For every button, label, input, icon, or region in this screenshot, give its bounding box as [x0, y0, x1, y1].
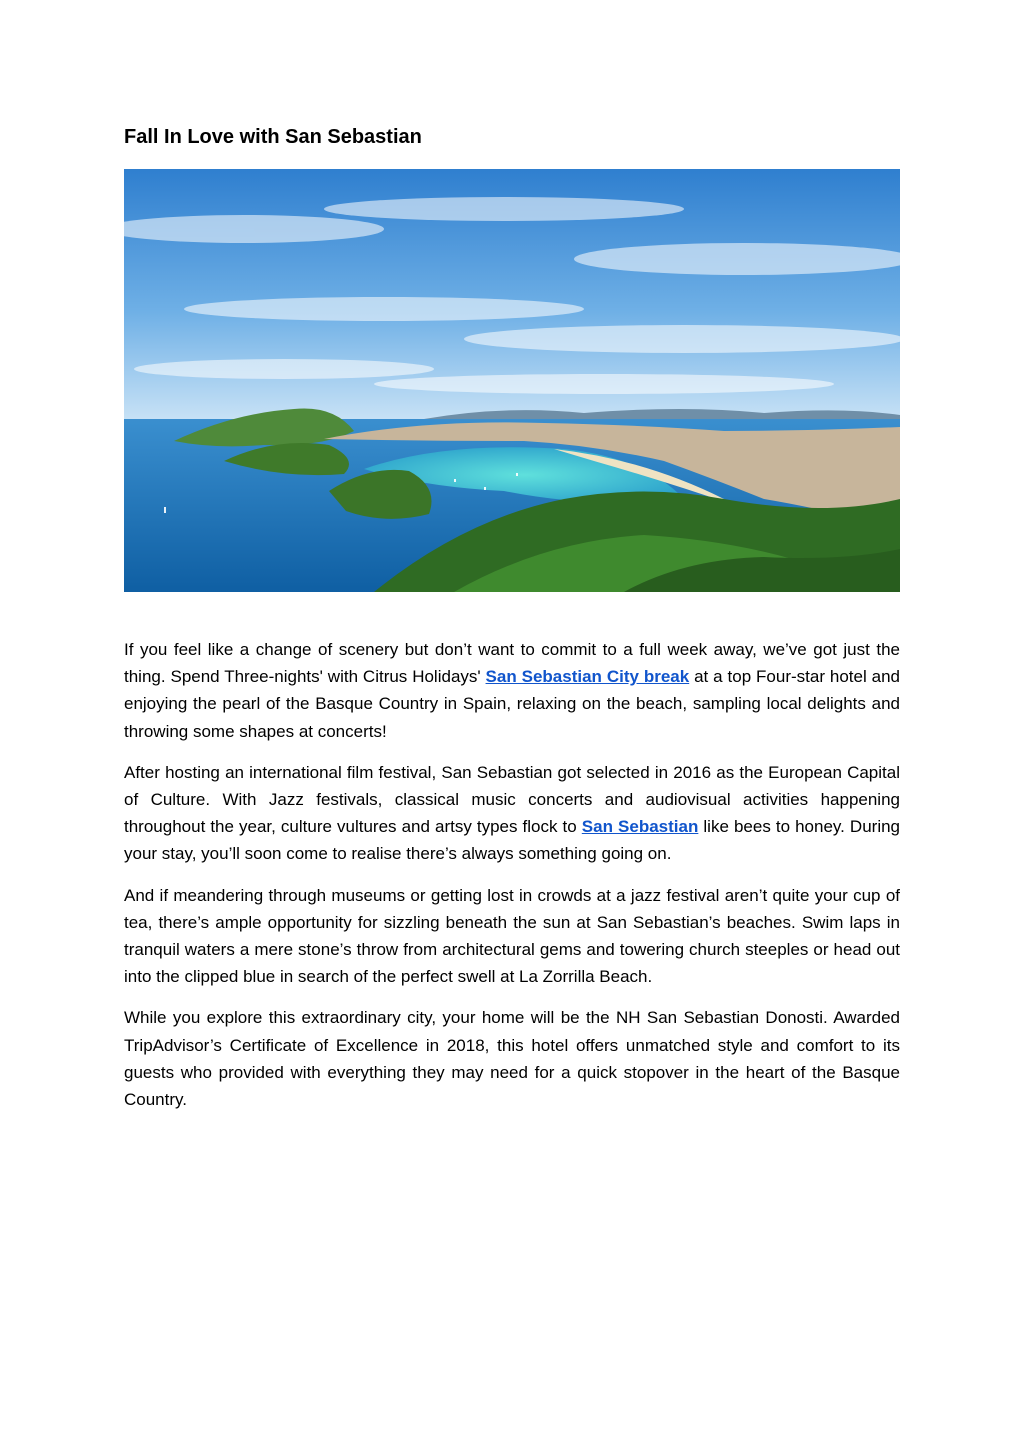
san-sebastian-bay-photo — [124, 169, 900, 592]
paragraph-culture: After hosting an international film festival, San Sebastian got selected in 2016 as the European Capital of Culture. With Jazz festivals, classical music concerts and audiovisual activities happening throughout the year, culture vultures and artsy types flock to San Sebastian like bees to honey. During your stay, you’ll soon come to realise there’s always something going on. — [124, 762, 900, 864]
san-sebastian-city-break-link[interactable]: San Sebastian City break — [485, 667, 690, 687]
article-title: Fall In Love with San Sebastian — [124, 126, 422, 148]
paragraph-hotel: While you explore this extraordinary city, your home will be the NH San Sebastian Donosti. Awarded TripAdvisor’s Certificate of Excellence in 2018, this hotel offers unmatched style and comfort to its guests who provided with everything they may need for a quick stopover in the heart of the Basque Country. — [124, 1008, 900, 1110]
article-body — [124, 636, 900, 1127]
san-sebastian-link[interactable]: San Sebastian — [581, 817, 699, 837]
paragraph-beaches: And if meandering through museums or getting lost in crowds at a jazz festival aren’t quite your cup of tea, there’s ample opportunity for sizzling beneath the sun at San Sebastian’s beaches. Swim laps in tranquil waters a mere stone’s throw from architectural gems and towering church steeples or head out into the clipped blue in search of the perfect swell at La Zorrilla Beach. — [124, 885, 900, 987]
paragraph-intro: If you feel like a change of scenery but don’t want to commit to a full week away, we’ve got just the thing. Spend Three-nights' with Citrus Holidays' San Sebastian City break at a top Four-star hotel and enjoying the pearl of the Basque Country in Spain, relaxing on the beach, sampling local delights and throwing some shapes at concerts! — [124, 640, 901, 741]
